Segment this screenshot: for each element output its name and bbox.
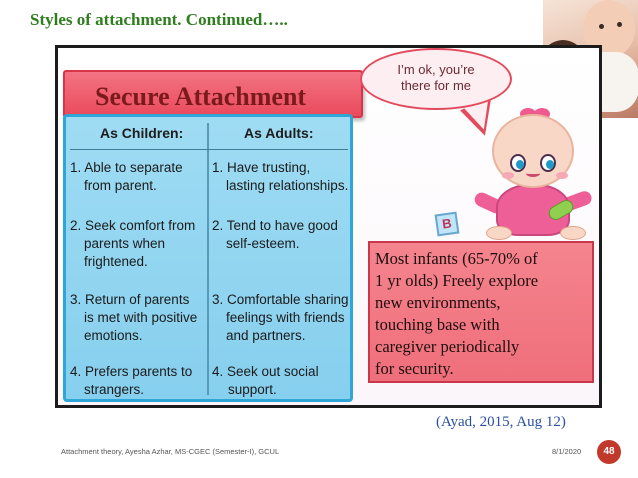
photo-baby-eye <box>617 22 622 27</box>
cell-line: support. <box>228 382 277 397</box>
cell-adults-2 <box>212 217 338 253</box>
cell-adults-4 <box>212 363 319 399</box>
speech-line: I’m ok, you’re <box>397 62 475 77</box>
note-line: 1 yr olds) Freely explore <box>375 271 539 290</box>
infant-note-box <box>368 241 594 383</box>
cell-line: feelings with friends <box>226 310 345 325</box>
comparison-table <box>63 114 353 402</box>
note-line: for security. <box>375 359 454 378</box>
cell-line: 3. Return of parents <box>70 292 190 307</box>
cell-line: and partners. <box>226 328 306 343</box>
cell-line: is met with positive <box>84 310 198 325</box>
cell-line: parents when <box>84 236 166 251</box>
baby-eye-right <box>540 154 556 172</box>
slide-title: Styles of attachment. Continued….. <box>30 10 288 29</box>
infant-note-text <box>375 248 593 380</box>
cell-line: 2. Seek comfort from <box>70 218 196 233</box>
cell-adults-1 <box>212 159 348 195</box>
cell-line: 1. Able to separate <box>70 160 183 175</box>
cell-line: emotions. <box>84 328 143 343</box>
speech-line: there for me <box>400 78 472 93</box>
cell-line: 3. Comfortable sharing <box>212 292 349 307</box>
column-divider <box>207 123 209 395</box>
baby-foot-left <box>486 226 512 240</box>
cheek <box>502 172 514 179</box>
note-line: caregiver periodically <box>375 337 520 356</box>
pupil <box>516 160 524 169</box>
cell-adults-3 <box>212 291 349 345</box>
note-line: new environments, <box>375 293 501 312</box>
cell-line: frightened. <box>84 254 148 269</box>
cell-children-2 <box>70 217 195 271</box>
speech-bubble <box>360 48 512 110</box>
footer-date: 8/1/2020 <box>552 447 582 456</box>
cheek <box>556 172 568 179</box>
cell-line: strangers. <box>84 382 145 397</box>
citation: (Ayad, 2015, Aug 12) <box>436 414 566 430</box>
note-line: Most infants (65-70% of <box>375 249 538 268</box>
cell-children-1 <box>70 159 183 195</box>
speech-bubble-text <box>362 62 510 94</box>
cell-line: from parent. <box>84 178 157 193</box>
cell-children-4 <box>70 363 192 399</box>
pupil <box>546 160 554 169</box>
footer-author: Attachment theory, Ayesha Azhar, MS-CGEC (Semester-I), GCUL <box>61 447 280 456</box>
header-adults: As Adults: <box>244 125 314 141</box>
baby-foot-right <box>560 226 586 240</box>
baby-eye-left <box>510 154 526 172</box>
cell-children-3 <box>70 291 197 345</box>
banner-title: Secure Attachment <box>95 82 307 111</box>
secure-attachment-graphic <box>55 45 602 408</box>
header-rule <box>70 149 348 150</box>
cell-line: self-esteem. <box>226 236 300 251</box>
toy-block-icon: B <box>435 212 460 237</box>
header-children: As Children: <box>100 125 184 141</box>
cell-line: lasting relationships. <box>226 178 349 193</box>
cell-line: 4. Prefers parents to <box>70 364 193 379</box>
page-number-badge: 48 <box>597 440 621 464</box>
cell-line: 1. Have trusting, <box>212 160 311 175</box>
cartoon-baby <box>468 108 598 243</box>
title-banner <box>63 70 363 118</box>
baby-mouth <box>526 170 540 177</box>
graphic-canvas <box>58 48 599 405</box>
photo-baby-eye <box>599 24 604 29</box>
cell-line: 2. Tend to have good <box>212 218 338 233</box>
cell-line: 4. Seek out social <box>212 364 319 379</box>
note-line: touching base with <box>375 315 500 334</box>
